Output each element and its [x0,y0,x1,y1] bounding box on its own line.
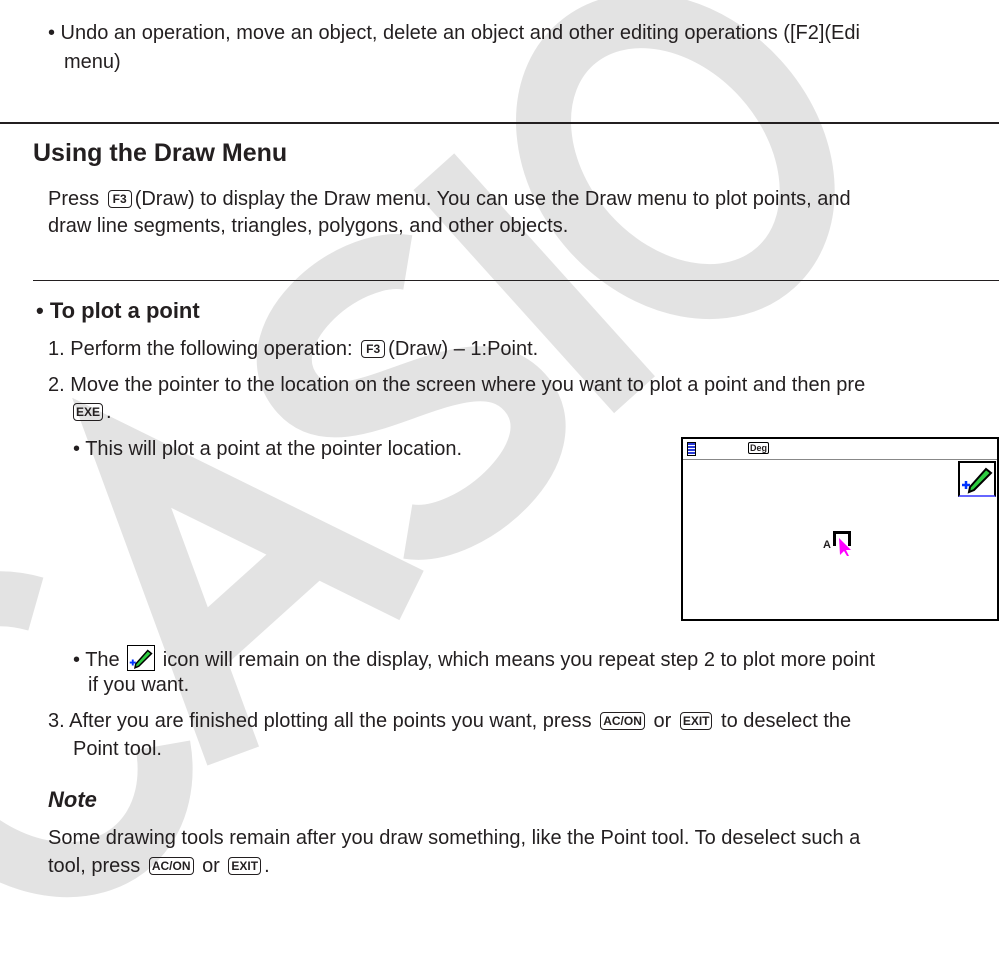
note-text-cont: tool, press AC/ON or EXIT . [48,855,270,877]
point-label: A [823,539,831,551]
pointer-arrow-icon [838,537,852,557]
step-1: 1. Perform the following operation: F3 (Draw) – 1:Point. [48,338,539,360]
intro-bullet: • Undo an operation, move an object, delete an object and other editing operations ([F2](Edi [48,22,860,44]
bullet-icon-remains-cont: if you want. [88,674,190,696]
exe-key: EXE [73,403,103,421]
pencil-tool-icon [958,461,996,497]
intro-bullet-cont: menu) [64,51,121,73]
procedure-divider [33,280,999,281]
bullet-icon-remains: • The icon will remain on the display, which means you repeat step 2 to plot more point [73,645,999,672]
exit-key: EXIT [680,712,713,730]
calculator-screen [681,437,999,621]
exit-key: EXIT [228,857,261,875]
step-2-cont: EXE . [70,400,999,424]
ac-on-key: AC/ON [600,712,645,730]
section-divider [0,122,999,124]
pencil-tool-icon [127,645,155,671]
note-title: Note [48,788,97,812]
step-3-cont: Point tool. [73,738,162,760]
f3-key: F3 [108,190,132,208]
angle-mode-badge: Deg [750,443,768,453]
section-para-cont: draw line segments, triangles, polygons, and other objects. [48,215,569,237]
procedure-title: • To plot a point [36,298,200,323]
step-2: 2. Move the pointer to the location on the screen where you want to plot a point and then pre [48,374,866,396]
status-bar [683,439,997,460]
step-3: 3. After you are finished plotting all the points you want, press AC/ON or EXIT to deselect the [48,710,852,732]
ac-on-key: AC/ON [149,857,194,875]
note-text: Some drawing tools remain after you draw something, like the Point tool. To deselect such a [48,827,861,849]
bullet-plot: • This will plot a point at the pointer location. [73,438,463,460]
f3-key: F3 [361,340,385,358]
section-title: Using the Draw Menu [33,139,288,167]
section-para: Press F3 (Draw) to display the Draw menu. You can use the Draw menu to plot points, and [48,188,851,210]
battery-icon [687,442,696,456]
